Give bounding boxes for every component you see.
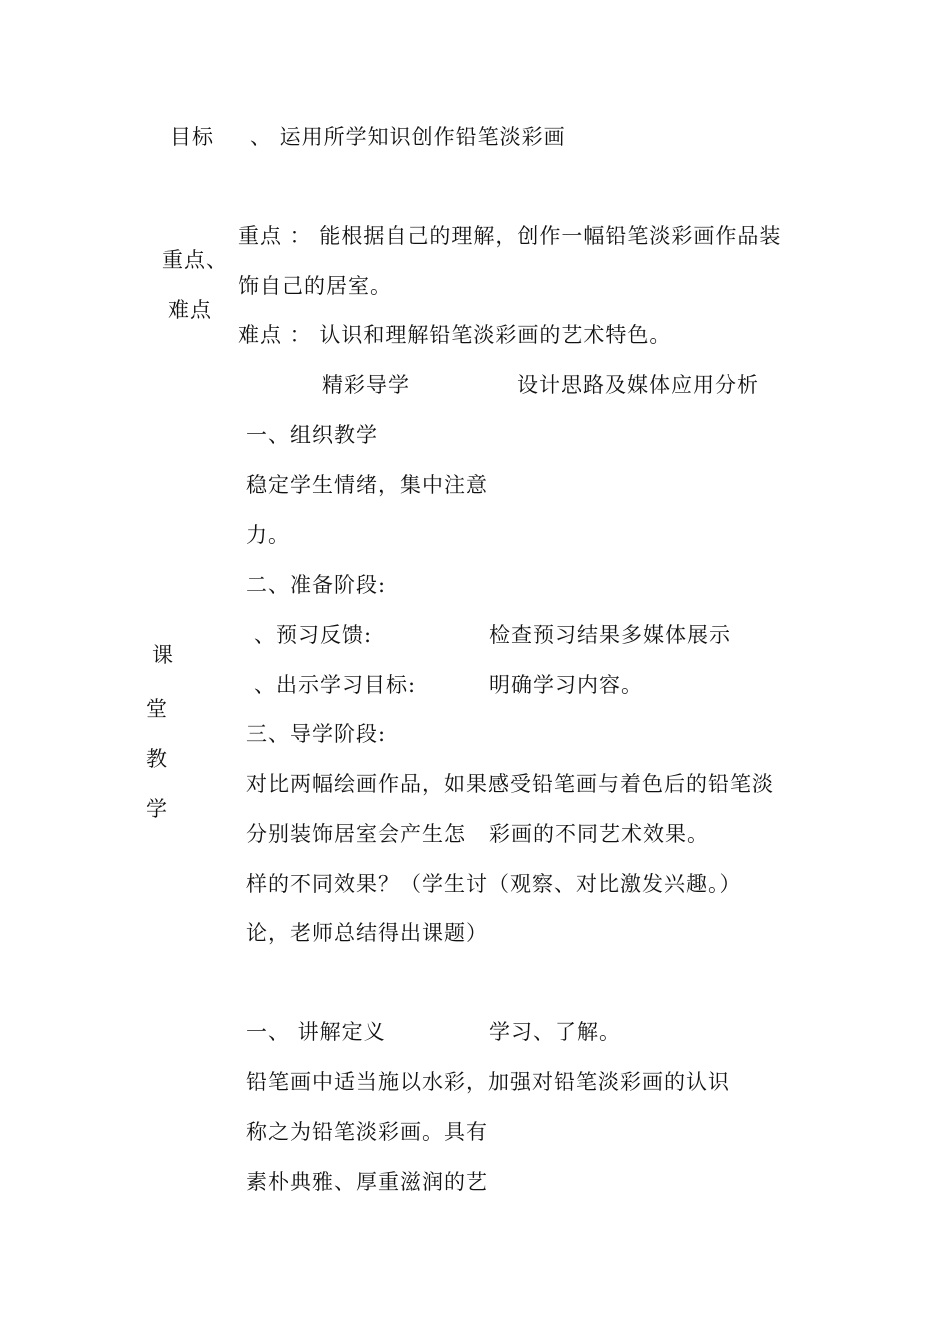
prepare-item-2-note: 明确学习内容。: [489, 673, 643, 697]
prepare-item-1: 、预习反馈:: [254, 623, 373, 647]
key-point-line-1: 重点 ： 能根据自己的理解，创作一幅铅笔淡彩画作品装: [238, 224, 782, 248]
definition-note: 学习、了解。: [489, 1020, 621, 1044]
side-label-char-2: 堂: [146, 697, 168, 721]
guide-line-4: 论，老师总结得出课题）: [246, 921, 488, 945]
section-organize-line-2: 力。: [246, 523, 290, 547]
key-point-line-2: 饰自己的居室。: [238, 274, 392, 298]
goal-label: 目标: [170, 125, 214, 149]
section-organize-title: 一、组织教学: [246, 423, 378, 447]
prepare-item-2: 、出示学习目标:: [254, 673, 417, 697]
side-label-char-4: 学: [146, 797, 168, 821]
goal-text: 、 运用所学知识创作铅笔淡彩画: [250, 125, 566, 149]
definition-line-1: 铅笔画中适当施以水彩，加强对铅笔淡彩画的认识: [246, 1070, 730, 1094]
difficult-points-label: 难点: [168, 298, 212, 322]
definition-line-3: 素朴典雅、厚重滋润的艺: [246, 1170, 488, 1194]
side-label-char-1: 课: [152, 643, 174, 667]
section-prepare-title: 二、准备阶段:: [246, 573, 387, 597]
guide-line-1: 对比两幅绘画作品，如果感受铅笔画与着色后的铅笔淡: [246, 772, 774, 796]
prepare-item-1-note: 检查预习结果多媒体展示: [489, 623, 731, 647]
section-definition-title: 一、 讲解定义: [246, 1020, 386, 1044]
difficult-point-line: 难点 ： 认识和理解铅笔淡彩画的艺术特色。: [238, 323, 672, 347]
section-guide-title: 三、导学阶段:: [246, 722, 387, 746]
section-organize-line-1: 稳定学生情绪，集中注意: [246, 473, 488, 497]
column-header-guided-learning: 精彩导学: [322, 373, 410, 397]
guide-line-2-right: 彩画的不同艺术效果。: [489, 822, 709, 846]
definition-line-2: 称之为铅笔淡彩画。具有: [246, 1120, 488, 1144]
guide-line-2-left: 分别装饰居室会产生怎: [246, 822, 466, 846]
side-label-char-3: 教: [146, 747, 168, 771]
guide-line-3: 样的不同效果？（学生讨（观察、对比激发兴趣。）: [246, 872, 742, 896]
key-points-label: 重点、: [162, 248, 228, 272]
column-header-design-analysis: 设计思路及媒体应用分析: [517, 373, 759, 397]
